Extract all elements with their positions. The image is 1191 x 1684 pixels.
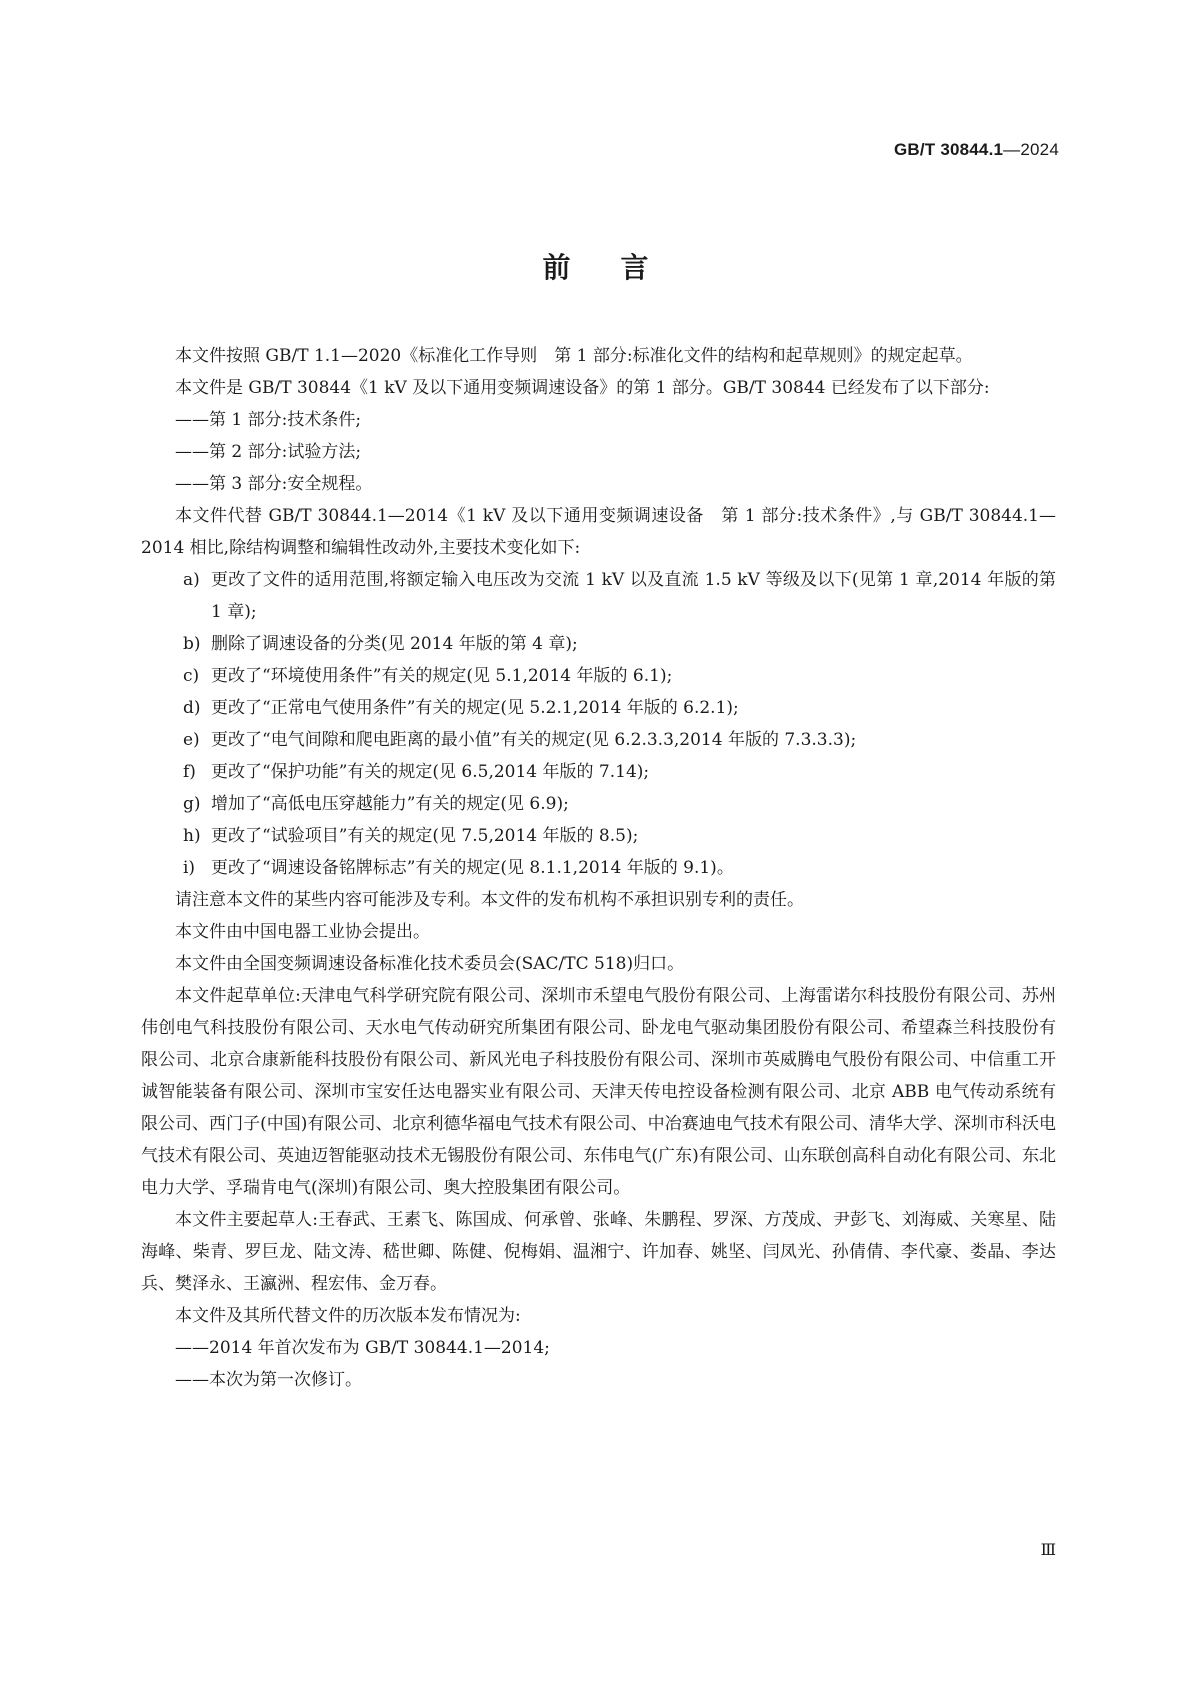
change-item-label: b) <box>183 634 201 654</box>
paragraph-series-intro: 本文件是 GB/T 30844《1 kV 及以下通用变频调速设备》的第 1 部分。GB/T 30844 已经发布了以下部分: <box>175 378 990 398</box>
paragraph-proposer: 本文件由中国电器工业协会提出。 <box>175 922 430 942</box>
list-item-history: ——2014 年首次发布为 GB/T 30844.1—2014; <box>175 1338 550 1358</box>
foreword-body <box>141 340 1056 1396</box>
paragraph-replacement: 本文件代替 GB/T 30844.1—2014《1 kV 及以下通用变频调速设备 第 1 部分:技术条件》,与 GB/T 30844.1—2014 相比,除结构调整和编辑性改动外,主要技术变化如下: <box>141 506 1056 558</box>
paragraph-patent-notice: 请注意本文件的某些内容可能涉及专利。本文件的发布机构不承担识别专利的责任。 <box>175 890 804 910</box>
change-item <box>141 660 1056 692</box>
change-item-text: 更改了“正常电气使用条件”有关的规定(见 5.2.1,2014 年版的 6.2.1); <box>211 698 739 718</box>
change-item-text: 更改了“环境使用条件”有关的规定(见 5.1,2014 年版的 6.1); <box>211 666 673 686</box>
change-item-text: 删除了调速设备的分类(见 2014 年版的第 4 章); <box>211 634 578 654</box>
change-item <box>141 788 1056 820</box>
paragraph-drafting-organizations: 本文件起草单位:天津电气科学研究院有限公司、深圳市禾望电气股份有限公司、上海雷诺尔科技股份有限公司、苏州伟创电气科技股份有限公司、天水电气传动研究所集团有限公司、卧龙电气驱动集团股份有限公司、希望森兰科技股份有限公司、北京合康新能科技股份有限公司、新风光电子科技股份有限公司、深圳市英威腾电气股份有限公司、中信重工开诚智能装备有限公司、深圳市宝安任达电器实业有限公司、天津天传电控设备检测有限公司、北京 ABB 电气传动系统有限公司、西门子(中国)有限公司、北京利德华福电气技术有限公司、中冶赛迪电气技术有限公司、清华大学、深圳市科沃电气技术有限公司、英迪迈智能驱动技术无锡股份有限公司、东伟电气(广东)有限公司、山东联创高科自动化有限公司、东北电力大学、孚瑞肯电气(深圳)有限公司、奥大控股集团有限公司。 <box>141 986 1056 1198</box>
list-item-history: ——本次为第一次修订。 <box>175 1370 362 1390</box>
list-item-part: ——第 3 部分:安全规程。 <box>175 474 373 494</box>
change-item-label: i) <box>183 858 196 878</box>
standard-number: GB/T 30844.1 <box>893 140 1004 159</box>
list-item-part: ——第 2 部分:试验方法; <box>175 442 362 462</box>
change-item-label: h) <box>183 826 201 846</box>
paragraph-drafters: 本文件主要起草人:王春武、王素飞、陈国成、何承曾、张峰、朱鹏程、罗深、方茂成、尹彭飞、刘海威、关寒星、陆海峰、柴青、罗巨龙、陆文涛、嵇世卿、陈健、倪梅娟、温湘宁、许加春、姚坚、闫凤光、孙倩倩、李代豪、娄晶、李达兵、樊泽永、王瀛洲、程宏伟、金万春。 <box>141 1210 1056 1294</box>
change-item-label: c) <box>183 666 200 686</box>
change-item <box>141 724 1056 756</box>
change-item <box>141 756 1056 788</box>
standard-code <box>894 140 1059 160</box>
change-item-label: a) <box>183 570 200 590</box>
change-item <box>141 564 1056 628</box>
change-item-text: 更改了“调速设备铭牌标志”有关的规定(见 8.1.1,2014 年版的 9.1)。 <box>211 858 734 878</box>
change-item-text: 更改了文件的适用范围,将额定输入电压改为交流 1 kV 以及直流 1.5 kV 等级及以下(见第 1 章,2014 年版的第 1 章); <box>211 570 1056 622</box>
change-item-label: e) <box>183 730 200 750</box>
paragraph-committee: 本文件由全国变频调速设备标准化技术委员会(SAC/TC 518)归口。 <box>175 954 685 974</box>
paragraph-drafting-basis: 本文件按照 GB/T 1.1—2020《标准化工作导则 第 1 部分:标准化文件的结构和起草规则》的规定起草。 <box>175 346 973 366</box>
paragraph-version-history: 本文件及其所代替文件的历次版本发布情况为: <box>175 1306 521 1326</box>
change-item-label: d) <box>183 698 201 718</box>
page-title: 前言 <box>542 251 699 284</box>
change-item-text: 更改了“试验项目”有关的规定(见 7.5,2014 年版的 8.5); <box>211 826 639 846</box>
change-item-label: f) <box>183 762 196 782</box>
list-item-part: ——第 1 部分:技术条件; <box>175 410 362 430</box>
change-item-label: g) <box>183 794 201 814</box>
change-item <box>141 852 1056 884</box>
change-item <box>141 628 1056 660</box>
change-item-text: 增加了“高低电压穿越能力”有关的规定(见 6.9); <box>211 794 569 814</box>
change-item <box>141 692 1056 724</box>
page-number: Ⅲ <box>1040 1540 1056 1559</box>
standard-year: —2024 <box>1003 140 1059 159</box>
change-item-text: 更改了“电气间隙和爬电距离的最小值”有关的规定(见 6.2.3.3,2014 年版的 7.3.3.3); <box>211 730 857 750</box>
change-item <box>141 820 1056 852</box>
change-item-text: 更改了“保护功能”有关的规定(见 6.5,2014 年版的 7.14); <box>211 762 650 782</box>
